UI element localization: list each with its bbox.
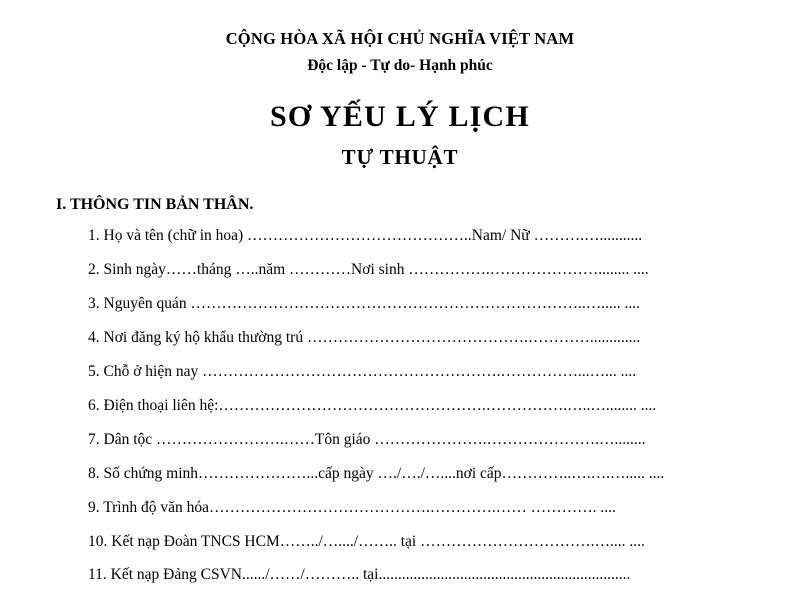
national-motto: Độc lập - Tự do- Hạnh phúc [307,57,493,75]
field-row-id-number: 8. Số chứng minh…………………...cấp ngày …./…./…....nơi cấp…………..….….…..... .... [88,464,665,482]
field-row-birth-date-place: 2. Sinh ngày……tháng …..năm …………Nơi sinh …………….…………………........ .... [88,261,649,279]
field-row-current-address: 5. Chỗ ở hiện nay ………………………………………………….……………...…... .... [88,362,637,380]
field-row-ethnicity-religion: 7. Dân tộc …………………….……Tôn giáo ………………….………………….…........ [88,430,646,448]
page-title: SƠ YẾU LÝ LỊCH [270,99,530,133]
personal-info-field-list [52,220,748,593]
section-heading-personal-info: I. THÔNG TIN BẢN THÂN. [56,195,254,213]
field-row-phone: 6. Điện thoại liên hệ:…………………………………………….…………….…..…........ .... [88,396,657,414]
field-row-youth-union-admission: 10. Kết nạp Đoàn TNCS HCM……../…..../…….. tại …………………………….….... .... [88,532,645,550]
field-row-education-level: 9. Trình độ văn hóa…………………………………….………….…… …………. .... [88,498,616,516]
field-row-party-admission: 11. Kết nạp Đảng CSVN....../……/……….. tại................................................................. [88,566,631,584]
field-row-full-name: 1. Họ và tên (chữ in hoa) ……………………………………..Nam/ Nữ ……….…........... [88,227,643,245]
page-subtitle: TỰ THUẬT [341,144,459,169]
national-title: CỘNG HÒA XÃ HỘI CHỦ NGHĨA VIỆT NAM [225,29,575,48]
field-row-permanent-residence: 4. Nơi đăng ký hộ khẩu thường trú …………………………………….…………............. [88,329,641,347]
field-row-hometown: 3. Nguyên quán …………………………………………………………………..…..... .... [88,295,640,313]
